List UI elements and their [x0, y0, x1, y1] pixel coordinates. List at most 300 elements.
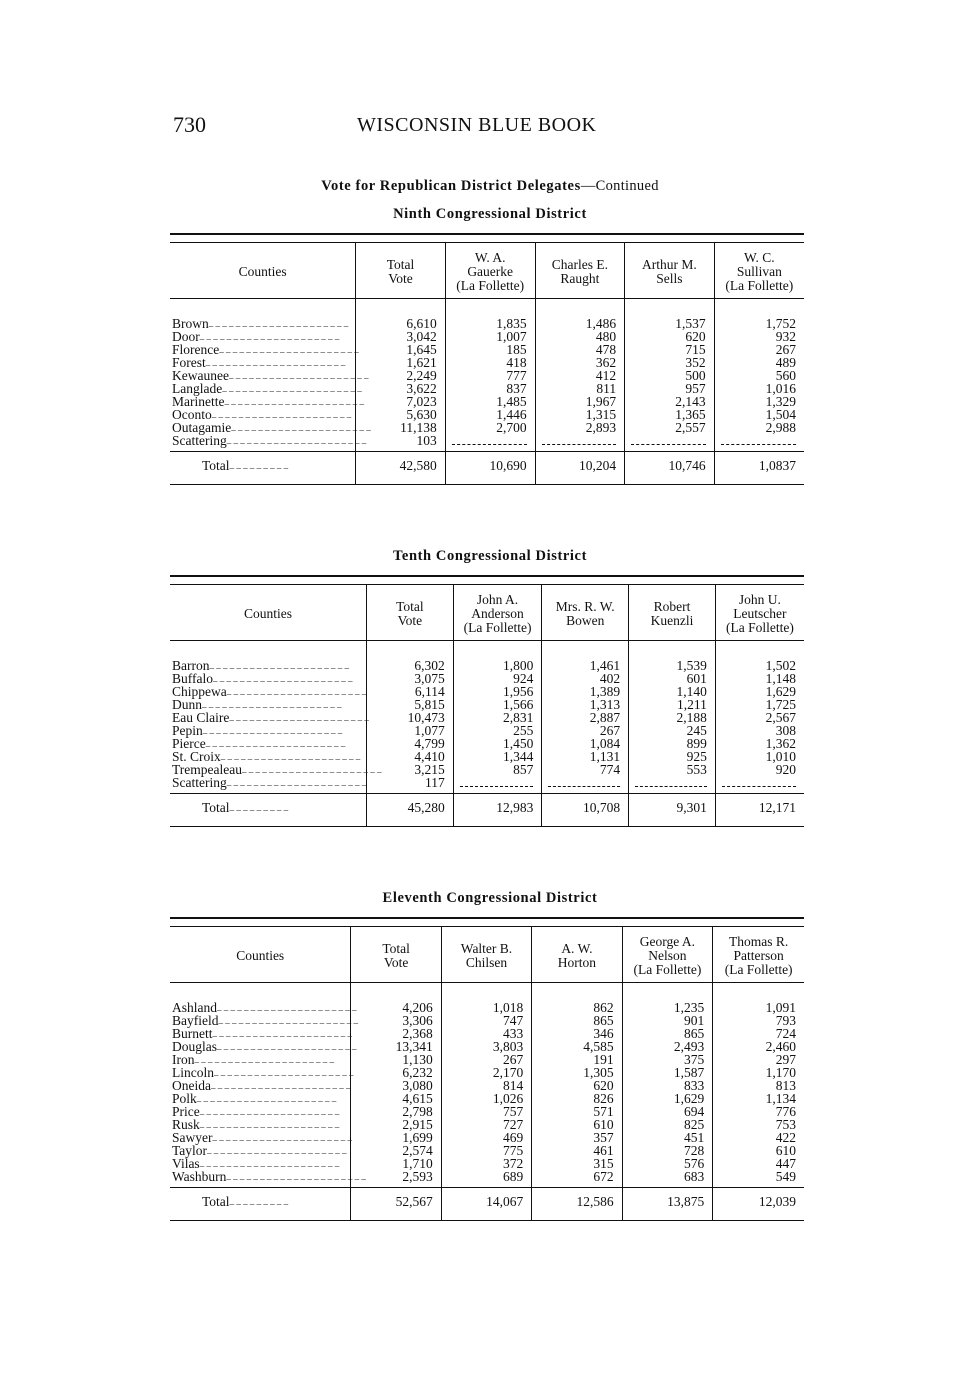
county-name: Eau Claire — [172, 710, 230, 725]
vote-value: 422 — [775, 1130, 796, 1145]
county-name: Iron — [172, 1052, 195, 1067]
vote-value: 2,988 — [765, 420, 796, 435]
table-row — [170, 685, 804, 698]
vote-value: 813 — [775, 1078, 796, 1093]
vote-value: 117 — [425, 775, 445, 790]
table-row — [170, 1027, 804, 1040]
total-value: 52,567 — [395, 1194, 433, 1209]
column-header — [441, 927, 531, 983]
vote-value: 461 — [593, 1143, 614, 1158]
column-header — [170, 927, 351, 983]
table-row — [170, 1066, 804, 1079]
section-heading-eleventh: Eleventh Congressional District — [382, 890, 598, 906]
total-row — [170, 452, 804, 485]
column-header-line: Counties — [236, 948, 285, 963]
dot-leader: _ _ _ _ _ _ _ _ _ _ _ _ _ _ _ _ _ _ _ _ _ — [199, 1106, 340, 1116]
county-name: Taylor — [172, 1143, 208, 1158]
vote-value: 372 — [502, 1156, 524, 1171]
vote-value: 352 — [685, 355, 706, 370]
total-value: 10,690 — [489, 458, 527, 473]
vote-value: 2,887 — [589, 710, 621, 725]
column-header-line: Sullivan — [736, 264, 782, 279]
vote-cell — [713, 1170, 804, 1188]
county-cell — [170, 1169, 366, 1188]
total-value-cell — [366, 794, 453, 827]
vote-value: 610 — [593, 1117, 614, 1132]
vote-value: 865 — [684, 1026, 705, 1041]
vote-value: 1,629 — [765, 684, 796, 699]
total-value: 13,875 — [667, 1194, 705, 1209]
blank-dash — [542, 436, 617, 445]
vote-value: 1,504 — [765, 407, 796, 422]
county-cell — [170, 1079, 351, 1092]
total-value: 12,039 — [758, 1194, 796, 1209]
vote-value: 6,610 — [406, 316, 437, 331]
vote-cell — [356, 434, 446, 452]
column-header-line: John A. — [476, 592, 519, 607]
vote-cell — [715, 763, 804, 776]
vote-value: 776 — [775, 1104, 796, 1119]
blank-dash — [721, 436, 796, 445]
county-name: Burnett — [172, 1026, 213, 1041]
county-name: Outagamie — [172, 420, 232, 435]
county-name: Pierce — [172, 736, 206, 751]
vote-cell — [445, 434, 535, 452]
vote-value: 715 — [685, 342, 706, 357]
vote-value: 620 — [685, 329, 706, 344]
total-value-cell — [532, 1188, 622, 1221]
table-row — [170, 1157, 804, 1170]
vote-value: 1,077 — [414, 723, 445, 738]
column-header-line: Gauerke — [467, 264, 514, 279]
dot-leader: _ _ _ _ _ _ _ _ _ _ _ _ _ _ _ _ _ _ _ _ _ — [226, 435, 367, 445]
vote-value: 727 — [502, 1117, 524, 1132]
county-name: Dunn — [172, 697, 202, 712]
column-header-line: Kuenzli — [650, 613, 694, 628]
county-name: Rusk — [172, 1117, 200, 1132]
dot-leader: _ _ _ _ _ _ _ _ _ _ _ _ _ _ _ _ _ _ _ _ _ — [205, 738, 346, 748]
total-value: 12,171 — [758, 800, 796, 815]
vote-value: 1,131 — [589, 749, 621, 764]
vote-value: 4,410 — [414, 749, 445, 764]
vote-value: 747 — [502, 1013, 524, 1028]
vote-value: 2,567 — [765, 710, 796, 725]
vote-value: 1,629 — [673, 1091, 705, 1106]
table-title — [0, 178, 980, 195]
column-header-line: Total — [386, 257, 415, 272]
vote-cell — [629, 763, 716, 776]
total-value-cell — [453, 794, 542, 827]
column-header-line: (La Follette) — [724, 962, 793, 977]
column-header — [170, 585, 366, 641]
table-row — [170, 434, 804, 452]
header-row — [170, 585, 804, 641]
table-row — [170, 983, 804, 1015]
column-header-line: (La Follette) — [633, 962, 702, 977]
table-row — [170, 711, 804, 724]
vote-value: 500 — [685, 368, 706, 383]
vote-value: 1,461 — [589, 658, 621, 673]
dot-leader: _ _ _ _ _ _ _ _ _ _ _ _ _ _ _ _ _ _ _ _ _ — [199, 331, 340, 341]
column-header-line: Patterson — [733, 948, 784, 963]
total-label-cell — [170, 794, 366, 827]
vote-value: 1,699 — [402, 1130, 433, 1145]
column-header-line: Total — [396, 599, 424, 614]
vote-value: 728 — [684, 1143, 705, 1158]
table-body — [170, 641, 804, 827]
county-name: Chippewa — [172, 684, 227, 699]
vote-value: 5,630 — [406, 407, 437, 422]
table-row — [170, 1118, 804, 1131]
vote-value: 1,752 — [765, 316, 796, 331]
column-header — [622, 927, 713, 983]
county-name: Washburn — [172, 1169, 227, 1184]
vote-cell — [629, 776, 716, 794]
vote-value: 826 — [593, 1091, 614, 1106]
vote-cell — [532, 1170, 622, 1188]
vote-value: 480 — [595, 329, 617, 344]
column-header-line: W. A. — [474, 250, 506, 265]
table-row — [170, 1131, 804, 1144]
county-name: Trempealeau — [172, 762, 242, 777]
dot-leader: _ _ _ _ _ _ _ _ _ _ _ _ _ _ _ _ _ _ _ _ _ — [213, 673, 353, 683]
vote-value: 553 — [686, 762, 707, 777]
vote-cell — [625, 434, 715, 452]
column-header-line: Bowen — [566, 613, 605, 628]
vote-value: 10,473 — [407, 710, 445, 725]
vote-value: 1,134 — [765, 1091, 796, 1106]
dot-leader: _ _ _ _ _ _ _ _ _ _ _ _ _ _ _ _ _ _ _ _ _ — [199, 1158, 340, 1168]
total-value: 9,301 — [676, 800, 707, 815]
vote-cell — [366, 641, 453, 673]
vote-value: 433 — [502, 1026, 524, 1041]
county-name: Florence — [172, 342, 220, 357]
vote-value: 2,700 — [496, 420, 527, 435]
county-name: Vilas — [172, 1156, 200, 1171]
vote-value: 920 — [775, 762, 796, 777]
table-row — [170, 1170, 804, 1188]
total-value-cell — [629, 794, 716, 827]
table-row — [170, 763, 804, 776]
vote-value: 2,143 — [675, 394, 706, 409]
vote-value: 4,585 — [583, 1039, 614, 1054]
county-cell — [170, 299, 356, 331]
vote-value: 451 — [684, 1130, 705, 1145]
vote-value: 924 — [513, 671, 534, 686]
vote-value: 1,130 — [402, 1052, 433, 1067]
column-header-line: Vote — [383, 955, 409, 970]
dot-leader: _ _ _ _ _ _ _ _ _ _ _ _ _ _ _ _ _ _ _ _ _ — [217, 1041, 357, 1051]
vote-cell — [532, 983, 622, 1015]
column-header-line: Thomas R. — [729, 934, 789, 949]
dot-leader: _ _ _ _ _ _ _ _ _ _ _ _ _ _ _ _ _ _ _ _ _ — [205, 357, 346, 367]
vote-value: 3,080 — [402, 1078, 433, 1093]
table-row — [170, 1144, 804, 1157]
total-value-cell — [715, 794, 804, 827]
vote-cell — [453, 763, 542, 776]
table-row — [170, 1053, 804, 1066]
county-cell — [170, 776, 366, 794]
vote-value: 1,537 — [675, 316, 706, 331]
vote-cell — [445, 299, 535, 331]
vote-cell — [535, 299, 625, 331]
dot-leader: _ _ _ _ _ _ _ _ _ _ _ _ _ _ _ _ _ _ _ _ _ — [226, 686, 367, 696]
column-header — [714, 243, 804, 299]
vote-value: 185 — [506, 342, 527, 357]
dot-leader: _ _ _ _ _ _ _ _ _ _ _ _ _ _ _ _ _ _ _ _ _ — [224, 396, 364, 406]
table-row — [170, 1040, 804, 1053]
header-rule — [170, 234, 804, 243]
table-header — [170, 576, 804, 641]
vote-value: 757 — [502, 1104, 524, 1119]
blank-dash — [452, 436, 527, 445]
vote-value: 775 — [502, 1143, 524, 1158]
vote-value: 932 — [775, 329, 796, 344]
column-header — [629, 585, 716, 641]
vote-value: 346 — [593, 1026, 614, 1041]
column-header-line: A. W. — [561, 941, 593, 956]
table-row — [170, 421, 804, 434]
dot-leader: _ _ _ _ _ _ _ _ _ _ _ _ _ _ _ _ _ _ _ _ _ — [199, 1119, 340, 1129]
column-header-line: Leutscher — [733, 606, 787, 621]
dot-leader: _ _ _ _ _ _ _ _ _ _ _ _ _ _ _ _ _ _ _ _ _ — [226, 1171, 366, 1181]
dot-leader: _ _ _ _ _ _ _ _ _ _ _ _ _ _ _ _ _ _ _ _ _ — [210, 1080, 351, 1090]
total-value: 14,067 — [486, 1194, 524, 1209]
total-value: 42,580 — [399, 458, 437, 473]
vote-cell — [535, 434, 625, 452]
vote-value: 1,091 — [765, 1000, 796, 1015]
vote-value: 103 — [416, 433, 437, 448]
vote-value: 753 — [775, 1117, 796, 1132]
dot-leader: _ _ _ _ _ _ _ _ _ _ _ _ _ _ _ _ _ _ _ _ _ — [226, 777, 367, 787]
table-row — [170, 1014, 804, 1027]
column-header — [445, 243, 535, 299]
vote-cell — [441, 1170, 531, 1188]
vote-value: 610 — [775, 1143, 796, 1158]
county-name: Barron — [172, 658, 210, 673]
vote-value: 1,539 — [676, 658, 707, 673]
vote-cell — [453, 776, 542, 794]
county-name: Buffalo — [172, 671, 213, 686]
vote-table — [170, 575, 804, 827]
total-value: 10,708 — [583, 800, 621, 815]
total-value-cell — [713, 1188, 804, 1221]
vote-value: 1,485 — [496, 394, 527, 409]
vote-cell — [715, 776, 804, 794]
column-header — [356, 243, 446, 299]
vote-value: 2,893 — [585, 420, 617, 435]
dot-leader: _ _ _ _ _ _ _ _ _ _ _ _ _ _ _ _ _ _ _ _ _ — [241, 764, 382, 774]
table-row — [170, 776, 804, 794]
table-row — [170, 382, 804, 395]
header-rule — [170, 918, 804, 927]
vote-value: 1,502 — [765, 658, 796, 673]
vote-value: 6,302 — [414, 658, 445, 673]
blank-dash — [631, 436, 706, 445]
vote-value: 925 — [686, 749, 707, 764]
vote-value: 447 — [775, 1156, 796, 1171]
vote-value: 777 — [506, 368, 527, 383]
vote-value: 1,587 — [673, 1065, 705, 1080]
table-row — [170, 1092, 804, 1105]
vote-cell — [542, 763, 629, 776]
vote-value: 1,621 — [406, 355, 437, 370]
vote-cell — [542, 776, 629, 794]
county-name: Polk — [172, 1091, 197, 1106]
column-header-line: Charles E. — [551, 257, 608, 272]
dot-leader: _ _ _ _ _ _ _ _ _ _ _ _ _ _ _ _ _ _ _ _ _ — [212, 1132, 352, 1142]
column-header — [366, 585, 453, 641]
county-name: Door — [172, 329, 200, 344]
vote-value: 267 — [599, 723, 621, 738]
vote-value: 724 — [775, 1026, 796, 1041]
table-row — [170, 369, 804, 382]
vote-value: 901 — [684, 1013, 705, 1028]
table-row — [170, 330, 804, 343]
county-cell — [170, 1039, 357, 1054]
vote-value: 4,615 — [402, 1091, 433, 1106]
vote-value: 1,315 — [585, 407, 617, 422]
vote-value: 1,365 — [675, 407, 706, 422]
vote-cell — [453, 641, 542, 673]
vote-cell — [629, 641, 716, 673]
column-header-line: (La Follette) — [725, 620, 794, 635]
vote-value: 601 — [686, 671, 707, 686]
vote-cell — [622, 1170, 713, 1188]
vote-value: 357 — [593, 1130, 614, 1145]
vote-value: 1,486 — [585, 316, 617, 331]
vote-value: 315 — [593, 1156, 614, 1171]
vote-value: 957 — [685, 381, 706, 396]
vote-value: 2,574 — [402, 1143, 433, 1158]
vote-value: 1,362 — [765, 736, 796, 751]
dot-leader: _ _ _ _ _ _ _ _ _ _ _ _ _ _ _ _ _ _ _ _ _ — [202, 725, 343, 735]
vote-value: 672 — [593, 1169, 614, 1184]
column-header-line: Counties — [243, 606, 292, 621]
vote-value: 6,114 — [414, 684, 445, 699]
county-name: Forest — [172, 355, 206, 370]
vote-value: 402 — [599, 671, 621, 686]
county-name: Ashland — [172, 1000, 217, 1015]
column-header-line: Arthur M. — [642, 257, 697, 272]
table-row — [170, 408, 804, 421]
dot-leader: _ _ _ _ _ _ _ _ _ _ _ _ _ _ _ _ _ _ _ _ _ — [220, 751, 361, 761]
vote-value: 2,593 — [402, 1169, 433, 1184]
total-value-cell — [445, 452, 535, 485]
county-name: Oconto — [172, 407, 212, 422]
column-header-line: Counties — [238, 264, 287, 279]
running-head: WISCONSIN BLUE BOOK — [357, 114, 597, 136]
total-label-cell — [170, 452, 356, 485]
column-header-line: Total — [382, 941, 410, 956]
dot-leader: _ _ _ _ _ _ _ _ _ _ _ _ _ _ _ _ _ _ _ _ _ — [229, 712, 369, 722]
vote-value: 6,232 — [402, 1065, 433, 1080]
vote-value: 412 — [595, 368, 617, 383]
vote-value: 2,798 — [402, 1104, 433, 1119]
vote-value: 1,211 — [676, 697, 707, 712]
vote-table — [170, 917, 804, 1221]
table-row — [170, 672, 804, 685]
vote-cell — [714, 421, 804, 434]
vote-cell — [714, 434, 804, 452]
total-value-cell — [441, 1188, 531, 1221]
vote-value: 1,148 — [765, 671, 796, 686]
vote-value: 1,026 — [492, 1091, 524, 1106]
column-header-line: (La Follette) — [456, 278, 525, 293]
vote-value: 1,956 — [502, 684, 534, 699]
table-title-main: Vote for Republican District Delegates — [321, 178, 581, 194]
header-row — [170, 243, 804, 299]
column-header-line: Nelson — [648, 948, 687, 963]
column-header-line: Raught — [560, 271, 600, 286]
blank-dash — [635, 778, 707, 787]
total-label: Total — [202, 458, 230, 473]
table-row — [170, 356, 804, 369]
vote-value: 2,831 — [502, 710, 534, 725]
vote-value: 1,967 — [585, 394, 617, 409]
table-row — [170, 299, 804, 331]
county-name: Scattering — [172, 775, 227, 790]
vote-value: 689 — [502, 1169, 524, 1184]
county-name: Oneida — [172, 1078, 211, 1093]
blank-dash — [460, 778, 534, 787]
vote-value: 267 — [502, 1052, 524, 1067]
vote-value: 1,007 — [496, 329, 527, 344]
vote-value: 1,389 — [589, 684, 621, 699]
column-header-line: John U. — [738, 592, 781, 607]
total-value: 10,746 — [668, 458, 706, 473]
dot-leader: _ _ _ _ _ _ _ _ _ _ _ _ _ _ _ _ _ _ _ _ _ — [217, 1002, 357, 1012]
vote-cell — [622, 983, 713, 1015]
table-row — [170, 1079, 804, 1092]
vote-value: 814 — [502, 1078, 524, 1093]
dot-leader: _ _ _ _ _ _ _ _ _ _ _ _ _ _ _ _ _ _ _ _ _ — [228, 370, 369, 380]
column-header — [535, 243, 625, 299]
blank-dash — [722, 778, 796, 787]
dot-leader: _ _ _ _ _ _ _ _ _ _ _ _ _ _ _ _ _ _ _ _ _ — [202, 699, 342, 709]
county-cell — [170, 983, 357, 1015]
vote-value: 297 — [775, 1052, 796, 1067]
dot-leader: _ _ _ _ _ _ _ _ _ _ _ _ _ _ _ _ _ _ _ _ _ — [218, 1015, 358, 1025]
vote-value: 837 — [506, 381, 527, 396]
dot-leader: _ _ _ _ _ _ _ _ _ _ _ _ _ _ _ _ _ _ _ _ _ — [219, 344, 359, 354]
section-eleventh-district — [170, 917, 804, 1221]
total-label: Total — [202, 1194, 230, 1209]
vote-value: 899 — [686, 736, 707, 751]
vote-cell — [713, 983, 804, 1015]
vote-cell — [714, 299, 804, 331]
vote-value: 549 — [775, 1169, 796, 1184]
section-ninth-district — [170, 233, 804, 485]
vote-value: 694 — [684, 1104, 705, 1119]
county-name: Scattering — [172, 433, 227, 448]
vote-value: 1,446 — [496, 407, 527, 422]
vote-value: 418 — [506, 355, 527, 370]
total-value: 45,280 — [407, 800, 445, 815]
county-name: Brown — [172, 316, 209, 331]
column-header — [713, 927, 804, 983]
dot-leader: _ _ _ _ _ _ _ _ _ _ _ _ _ _ _ _ _ _ _ _ _ — [211, 409, 352, 419]
dot-leader: _ _ _ _ _ _ _ _ _ — [229, 1196, 289, 1206]
total-value-cell — [356, 452, 446, 485]
column-header-line: Vote — [397, 613, 423, 628]
total-value: 12,586 — [576, 1194, 614, 1209]
table-row — [170, 343, 804, 356]
county-name: Pepin — [172, 723, 203, 738]
vote-value: 1,170 — [765, 1065, 796, 1080]
vote-value: 1,305 — [583, 1065, 614, 1080]
table-row — [170, 750, 804, 763]
